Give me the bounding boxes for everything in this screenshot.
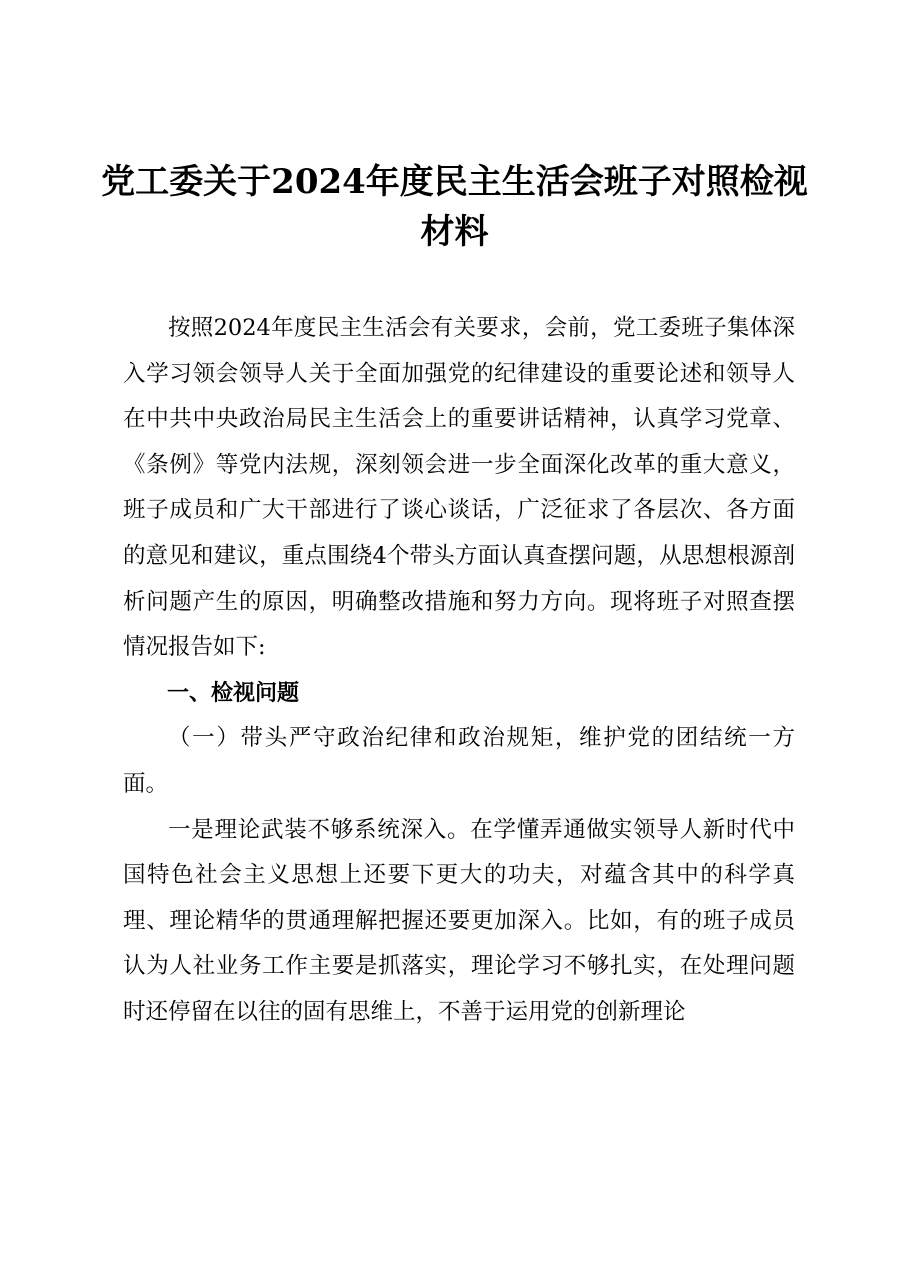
title-line-2: 材料 xyxy=(420,212,489,252)
point-paragraph: 一是理论武装不够系统深入。在学懂弄通做实领导人新时代中国特色社会主义思想上还要下更大的功夫，对蕴含其中的科学真理、理论精华的贯通理解把握还要更加深入。比如，有的班子成员认为人社业务工作主要是抓落实，理论学习不够扎实，在处理问题时还停留在以往的固有思维上，不善于运用党的创新理论 xyxy=(123,816,795,1025)
title-line-1: 党工委关于2024年度民主生活会班子对照检视 xyxy=(101,162,808,202)
document-body xyxy=(123,306,795,1036)
document-title xyxy=(100,157,809,257)
section-heading: 一、检视问题 xyxy=(167,680,300,706)
subsection-heading: （一）带头严守政治纪律和政治规矩，维护党的团结统一方面。 xyxy=(123,725,795,797)
intro-paragraph: 按照2024年度民主生活会有关要求，会前，党工委班子集体深入学习领会领导人关于全面加强党的纪律建设的重要论述和领导人在中共中央政治局民主生活会上的重要讲话精神，认真学习党章、《条例》等党内法规，深刻领会进一步全面深化改革的重大意义，班子成员和广大干部进行了谈心谈话，广泛征求了各层次、各方面的意见和建议，重点围绕4个带头方面认真查摆问题，从思想根源剖析问题产生的原因，明确整改措施和努力方向。现将班子对照查摆情况报告如下: xyxy=(123,315,795,661)
